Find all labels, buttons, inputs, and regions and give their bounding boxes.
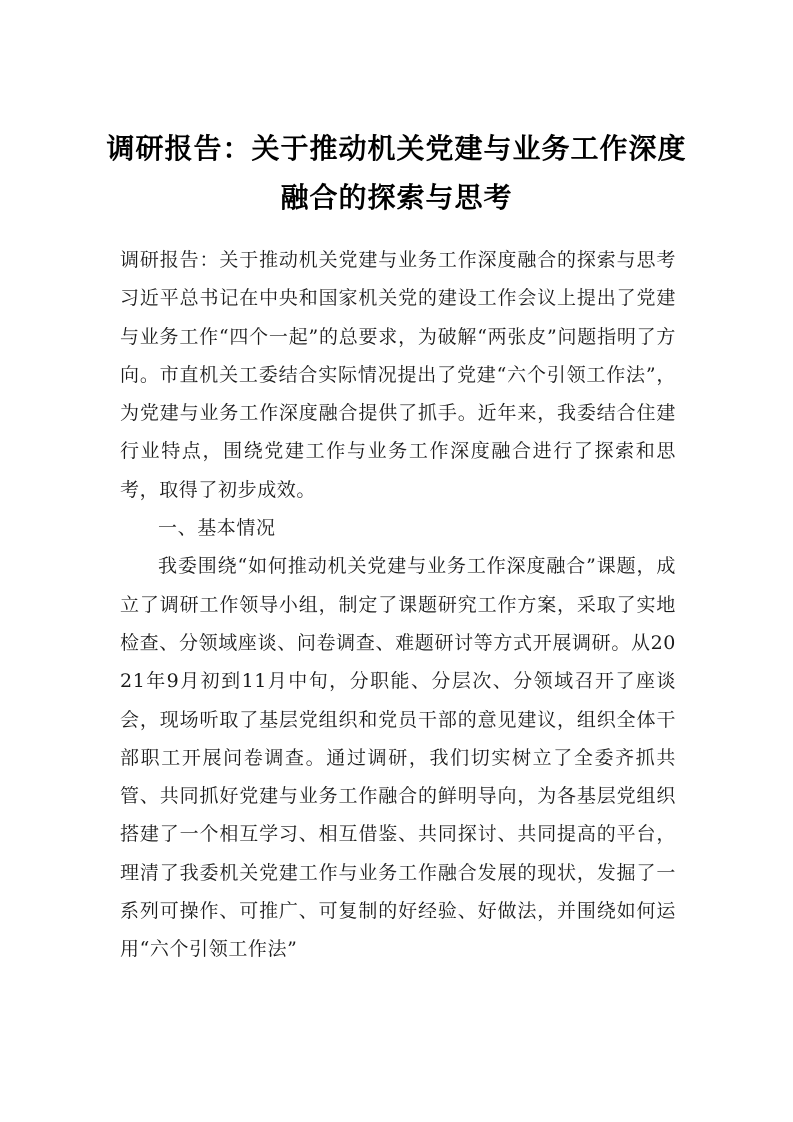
document-body (120, 241, 716, 969)
intro-paragraph: 调研报告：关于推动机关党建与业务工作深度融合的探索与思考 习近平总书记在中央和国家机关党的建设工作会议上提出了党建与业务工作“四个一起”的总要求，为破解“两张皮”问题指明了方向。市直机关工委结合实际情况提出了党建“六个引领工作法”，为党建与业务工作深度融合提供了抓手。近年来，我委结合住建行业特点，围绕党建工作与业务工作深度融合进行了探索和思考，取得了初步成效。 (120, 249, 716, 501)
basic-situation-paragraph: 我委围绕“如何推动机关党建与业务工作深度融合”课题，成立了调研工作领导小组，制定了课题研究工作方案，采取了实地检查、分领域座谈、问卷调查、难题研讨等方式开展调研。从2021年9月初到11月中旬，分职能、分层次、分领域召开了座谈会，现场听取了基层党组织和党员干部的意见建议，组织全体干部职工开展问卷调查。通过调研，我们切实树立了全委齐抓共管、共同抓好党建与业务工作融合的鲜明导向，为各基层党组织搭建了一个相互学习、相互借鉴、共同探讨、共同提高的平台，理清了我委机关党建工作与业务工作融合发展的现状，发掘了一系列可操作、可推广、可复制的好经验、好做法，并围绕如何运用“六个引领工作法” (120, 555, 676, 961)
document-title: 调研报告：关于推动机关党建与业务工作深度融合的探索与思考 (106, 132, 687, 214)
section-heading-basic-situation: 一、基本情况 (158, 517, 276, 540)
